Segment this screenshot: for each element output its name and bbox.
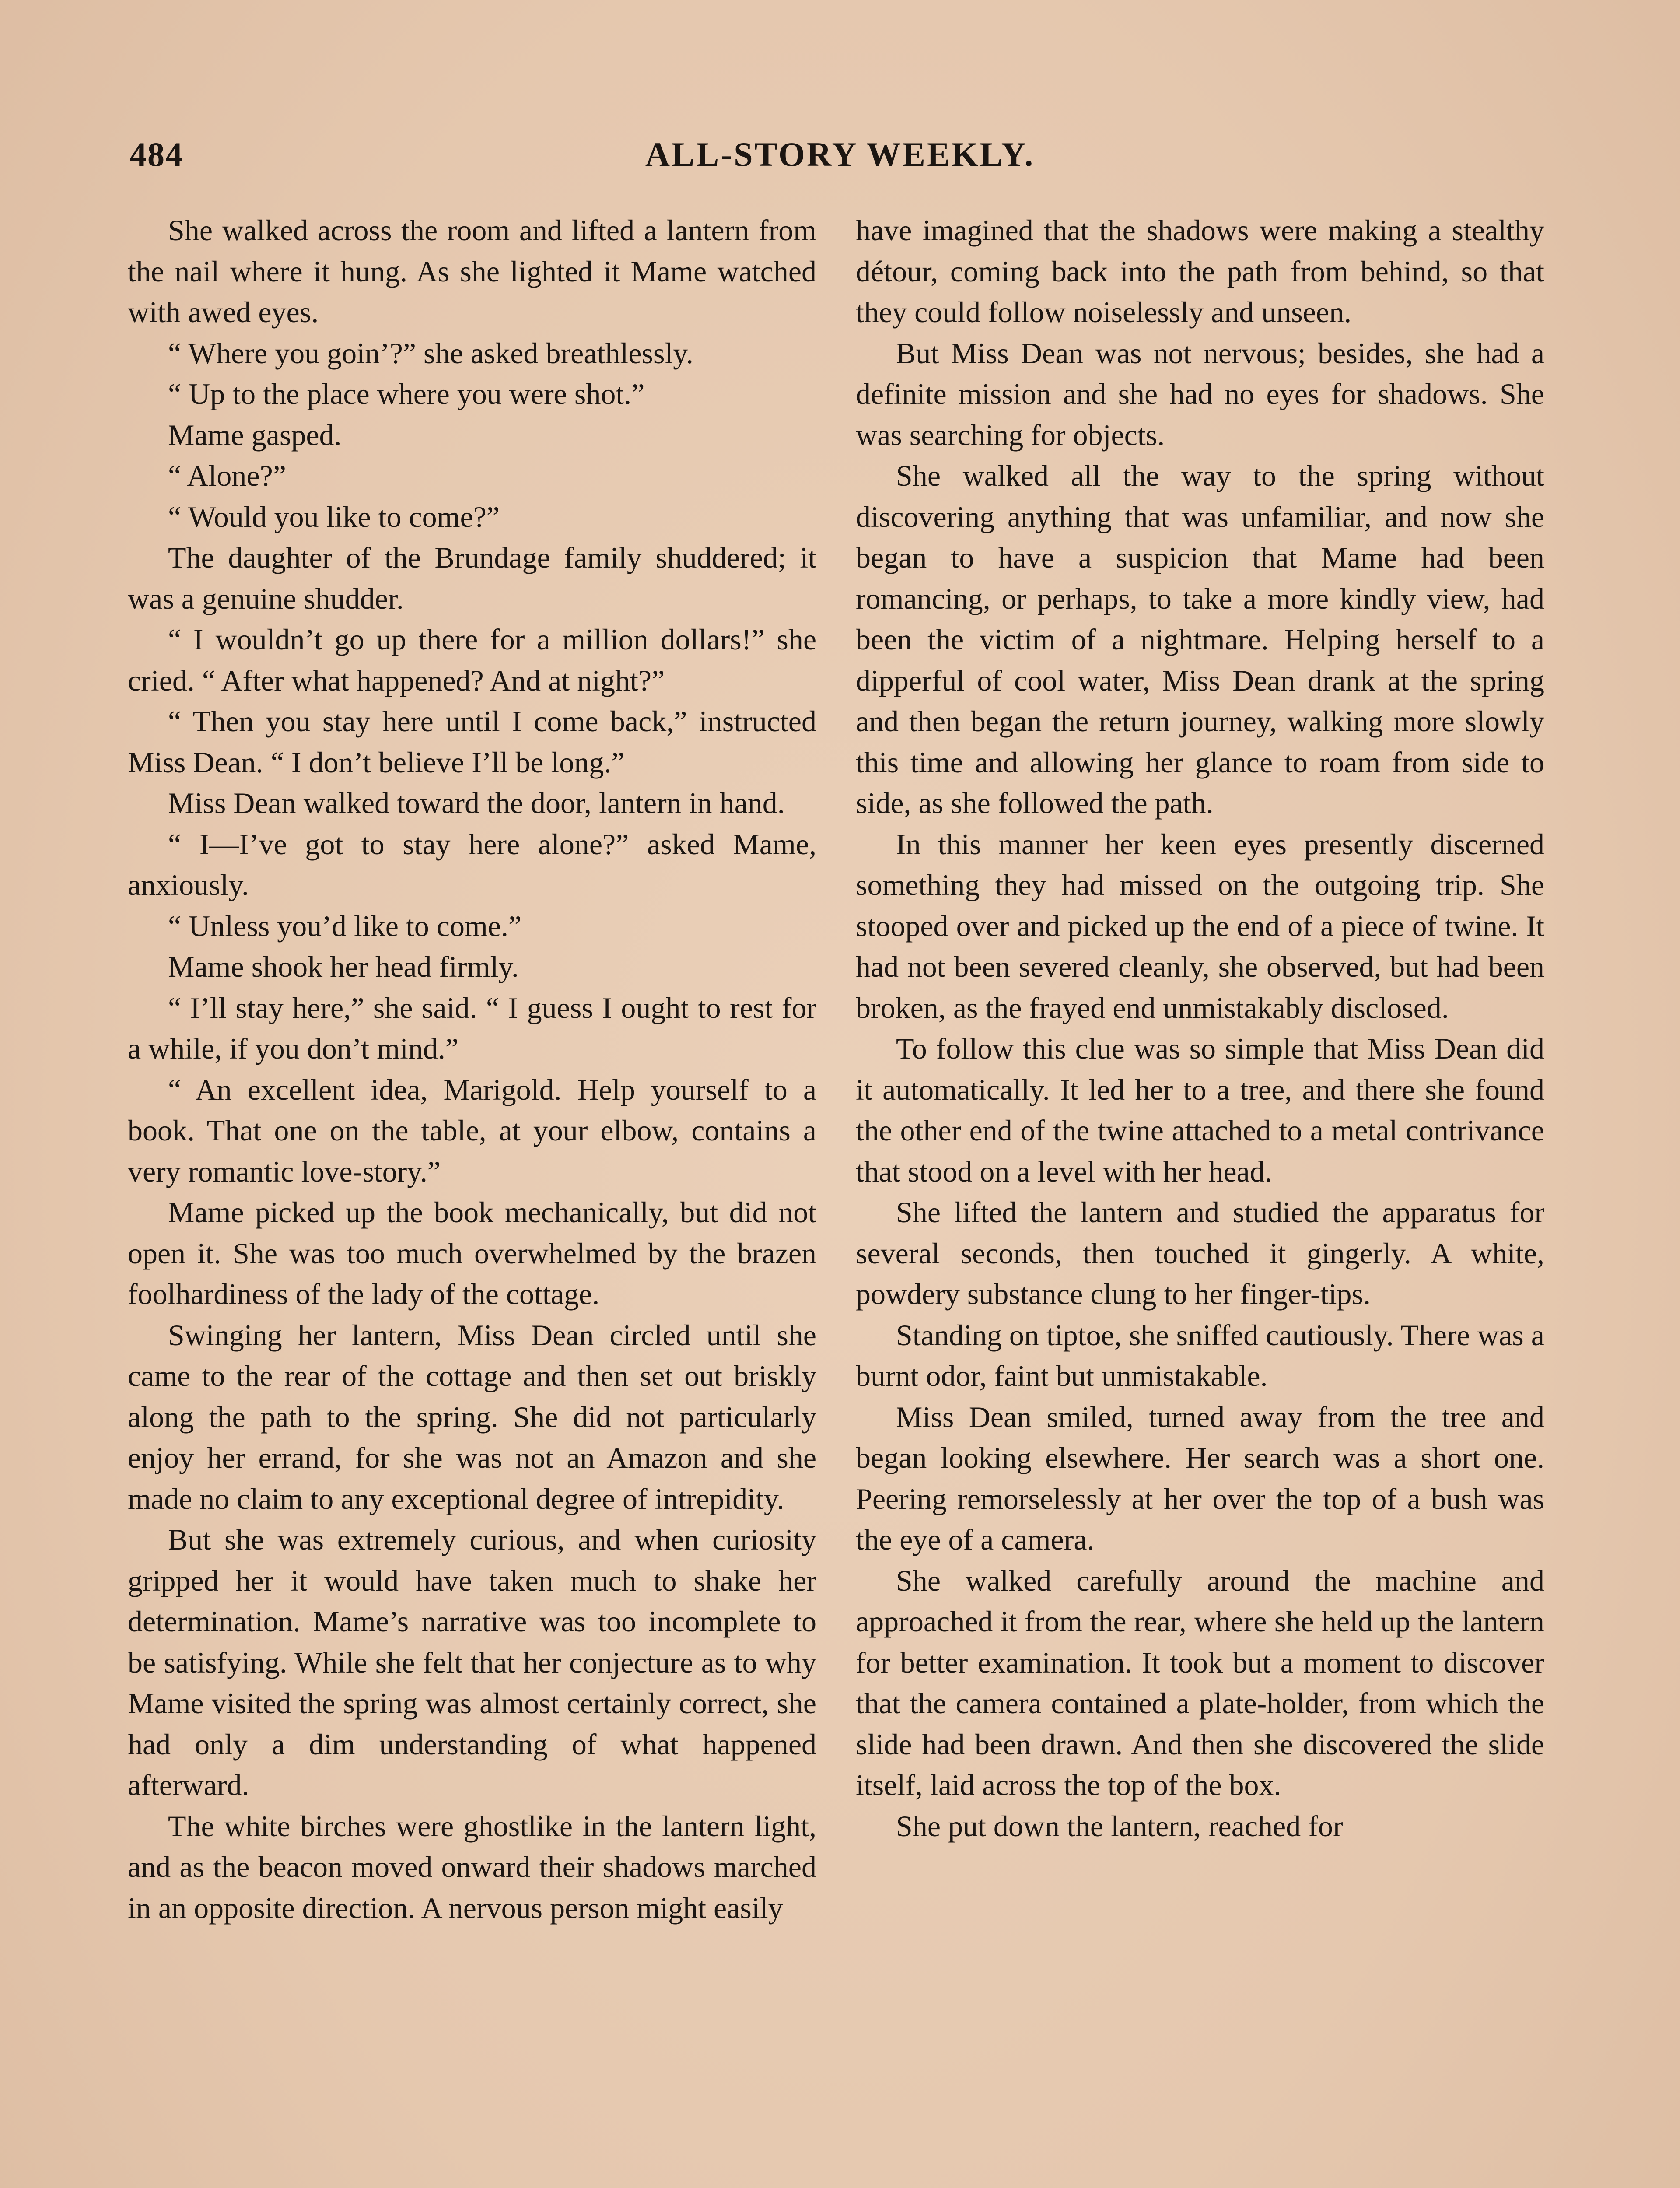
paragraph: “ Where you goin’?” she asked breathlessly. xyxy=(168,336,693,370)
paragraph: But Miss Dean was not nervous; besides, she had a definite mission and she had no eyes for shadows. She was searching for objects. xyxy=(856,336,1544,452)
paragraph: “ Alone?” xyxy=(168,459,286,492)
paragraph: “ Then you stay here until I come back,” instructed Miss Dean. “ I don’t believe I’ll be long.” xyxy=(128,705,816,779)
paragraph: She walked carefully around the machine and approached it from the rear, where she held up the lantern for better examination. It took but a moment to discover that the camera contained a plate-holder, from which the slide had been drawn. And then she discovered the slide itself, laid across the top of the box. xyxy=(856,1564,1544,1802)
paragraph: She walked all the way to the spring without discovering anything that was unfamiliar, and now she began to have a suspicion that Mame had been romancing, or perhaps, to take a more kindly view, had been the victim of a nightmare. Helping herself to a dipperful of cool water, Miss Dean drank at the spring and then began the return journey, walking more slowly this time and allowing her glance to roam from side to side, as she followed the path. xyxy=(856,459,1544,820)
text-columns xyxy=(128,210,1544,2188)
page-number: 484 xyxy=(130,135,183,173)
right-column xyxy=(856,210,1544,2188)
paragraph: She walked across the room and lifted a lantern from the nail where it hung. As she lighted it Mame watched with awed eyes. xyxy=(128,214,816,329)
paragraph: “ Up to the place where you were shot.” xyxy=(168,377,645,410)
paragraph: “ I—I’ve got to stay here alone?” asked Mame, anxiously. xyxy=(128,827,816,901)
paragraph: Mame shook her head firmly. xyxy=(168,950,519,983)
paragraph: She lifted the lantern and studied the apparatus for several seconds, then touched it gingerly. A white, powdery substance clung to her finger-tips. xyxy=(856,1196,1544,1311)
paragraph: The white birches were ghostlike in the lantern light, and as the beacon moved onward their shadows marched in an opposite direction. A nervous person might easily xyxy=(128,1809,816,1925)
paragraph: Swinging her lantern, Miss Dean circled until she came to the rear of the cottage and then set out briskly along the path to the spring. She did not particularly enjoy her errand, for she was not an Amazon and she made no claim to any exceptional degree of intrepidity. xyxy=(128,1318,816,1515)
running-title: ALL-STORY WEEKLY. xyxy=(645,135,1035,173)
paragraph: She put down the lantern, reached for xyxy=(896,1809,1343,1843)
paragraph: have imagined that the shadows were making a stealthy détour, coming back into the path from behind, so that they could follow noiselessly and unseen. xyxy=(856,214,1544,329)
paragraph: In this manner her keen eyes presently discerned something they had missed on the outgoing trip. She stooped over and picked up the end of a piece of twine. It had not been severed cleanly, she observed, but had been broken, as the frayed end unmistakably disclosed. xyxy=(856,827,1544,1024)
paragraph: “ An excellent idea, Marigold. Help yourself to a book. That one on the table, at your elbow, contains a very romantic love-story.” xyxy=(128,1073,816,1188)
paragraph: But she was extremely curious, and when curiosity gripped her it would have taken much to shake her determination. Mame’s narrative was too incomplete to be satisfying. While she felt that her conjecture as to why Mame visited the spring was almost certainly correct, she had only a dim understanding of what happened afterward. xyxy=(128,1523,816,1802)
paragraph: Mame picked up the book mechanically, but did not open it. She was too much overwhelmed by the brazen foolhardiness of the lady of the cottage. xyxy=(128,1196,816,1311)
left-column xyxy=(128,210,816,2188)
paragraph: “ I wouldn’t go up there for a million dollars!” she cried. “ After what happened? And at night?” xyxy=(128,623,816,697)
paragraph: “ Would you like to come?” xyxy=(168,500,500,533)
paragraph: Standing on tiptoe, she sniffed cautiously. There was a burnt odor, faint but unmistakable. xyxy=(856,1318,1544,1392)
paragraph: The daughter of the Brundage family shuddered; it was a genuine shudder. xyxy=(128,541,816,615)
paragraph: To follow this clue was so simple that Miss Dean did it automatically. It led her to a tree, and there she found the other end of the twine attached to a metal contrivance that stood on a level with her head. xyxy=(856,1032,1544,1188)
paragraph: “ I’ll stay here,” she said. “ I guess I ought to rest for a while, if you don’t mind.” xyxy=(128,991,816,1065)
paragraph: “ Unless you’d like to come.” xyxy=(168,909,522,943)
paragraph: Miss Dean walked toward the door, lantern in hand. xyxy=(168,786,785,820)
paragraph: Mame gasped. xyxy=(168,418,342,452)
page-header xyxy=(0,135,1680,187)
paragraph: Miss Dean smiled, turned away from the tree and began looking elsewhere. Her search was a short one. Peering remorselessly at her over the top of a bush was the eye of a camera. xyxy=(856,1400,1544,1556)
